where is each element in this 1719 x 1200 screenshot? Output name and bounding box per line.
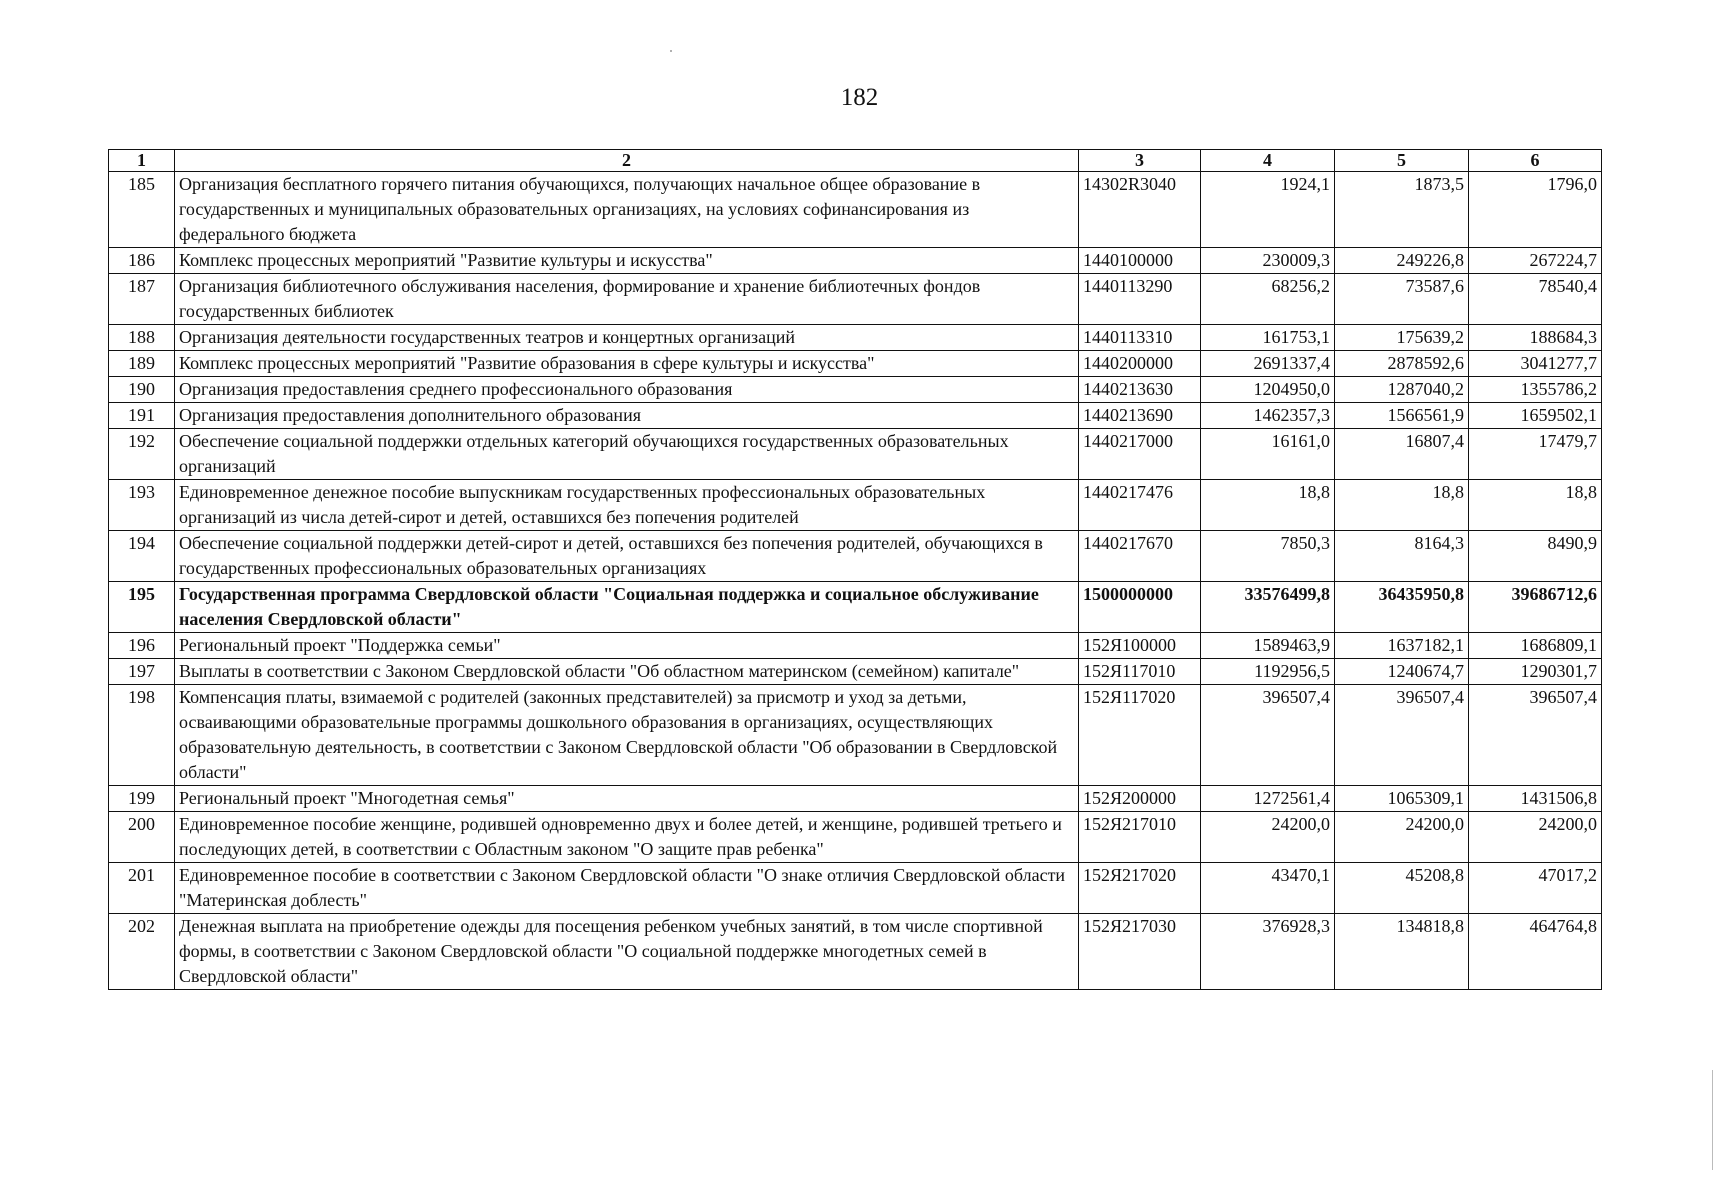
table-row xyxy=(109,429,1602,480)
table-row xyxy=(109,480,1602,531)
value-cell-col5: 249226,8 xyxy=(1335,248,1469,274)
value-cell-col5: 1240674,7 xyxy=(1335,659,1469,685)
description-cell: Единовременное пособие в соответствии с Законом Свердловской области "О знаке отличия Свердловской области "Материнская доблесть" xyxy=(175,863,1079,914)
value-cell-col5: 396507,4 xyxy=(1335,685,1469,786)
code-cell: 1440217000 xyxy=(1079,429,1201,480)
code-cell: 152Я200000 xyxy=(1079,786,1201,812)
value-cell-col4: 161753,1 xyxy=(1201,325,1335,351)
value-cell-col4: 24200,0 xyxy=(1201,812,1335,863)
table-row xyxy=(109,659,1602,685)
table-row xyxy=(109,633,1602,659)
description-cell: Выплаты в соответствии с Законом Свердловской области "Об областном материнском (семейном) капитале" xyxy=(175,659,1079,685)
description-cell: Региональный проект "Многодетная семья" xyxy=(175,786,1079,812)
value-cell-col6: 1431506,8 xyxy=(1469,786,1602,812)
code-cell: 152Я217010 xyxy=(1079,812,1201,863)
table-row xyxy=(109,531,1602,582)
value-cell-col4: 18,8 xyxy=(1201,480,1335,531)
code-cell: 1440200000 xyxy=(1079,351,1201,377)
value-cell-col4: 396507,4 xyxy=(1201,685,1335,786)
value-cell-col6: 1355786,2 xyxy=(1469,377,1602,403)
code-cell: 152Я217030 xyxy=(1079,914,1201,990)
code-cell: 1440113310 xyxy=(1079,325,1201,351)
column-header: 5 xyxy=(1335,150,1469,172)
value-cell-col6: 396507,4 xyxy=(1469,685,1602,786)
value-cell-col5: 1287040,2 xyxy=(1335,377,1469,403)
row-number-cell: 187 xyxy=(109,274,175,325)
description-cell: Организация библиотечного обслуживания населения, формирование и хранение библиотечных фондов государственных библиотек xyxy=(175,274,1079,325)
value-cell-col6: 267224,7 xyxy=(1469,248,1602,274)
row-number-cell: 185 xyxy=(109,172,175,248)
table-row xyxy=(109,582,1602,633)
value-cell-col6: 8490,9 xyxy=(1469,531,1602,582)
value-cell-col6: 1290301,7 xyxy=(1469,659,1602,685)
code-cell: 1440113290 xyxy=(1079,274,1201,325)
value-cell-col4: 1272561,4 xyxy=(1201,786,1335,812)
table-row xyxy=(109,685,1602,786)
row-number-cell: 188 xyxy=(109,325,175,351)
value-cell-col6: 1686809,1 xyxy=(1469,633,1602,659)
description-cell: Единовременное пособие женщине, родившей одновременно двух и более детей, и женщине, родившей третьего и последующих детей, в соответствии с Областным законом "О защите прав ребенка" xyxy=(175,812,1079,863)
description-cell: Комплекс процессных мероприятий "Развитие образования в сфере культуры и искусства" xyxy=(175,351,1079,377)
value-cell-col5: 134818,8 xyxy=(1335,914,1469,990)
column-header: 6 xyxy=(1469,150,1602,172)
code-cell: 1440217670 xyxy=(1079,531,1201,582)
row-number-cell: 202 xyxy=(109,914,175,990)
row-number-cell: 198 xyxy=(109,685,175,786)
scan-speck xyxy=(670,50,672,52)
value-cell-col5: 1566561,9 xyxy=(1335,403,1469,429)
value-cell-col5: 2878592,6 xyxy=(1335,351,1469,377)
description-cell: Единовременное денежное пособие выпускникам государственных профессиональных образовательных организаций из числа детей-сирот и детей, оставшихся без попечения родителей xyxy=(175,480,1079,531)
page-number: 182 xyxy=(840,84,879,111)
table-row xyxy=(109,325,1602,351)
table-row xyxy=(109,786,1602,812)
value-cell-col6: 17479,7 xyxy=(1469,429,1602,480)
value-cell-col4: 16161,0 xyxy=(1201,429,1335,480)
description-cell: Организация бесплатного горячего питания обучающихся, получающих начальное общее образование в государственных и муниципальных образовательных организациях, на условиях софинансирования из федерального бюджета xyxy=(175,172,1079,248)
budget-table xyxy=(108,149,1602,990)
row-number-cell: 189 xyxy=(109,351,175,377)
description-cell: Денежная выплата на приобретение одежды для посещения ребенком учебных занятий, в том числе спортивной формы, в соответствии с Законом Свердловской области "О социальной поддержке многодетных семей в Свердловской области" xyxy=(175,914,1079,990)
scan-edge-mark xyxy=(1712,1070,1713,1170)
code-cell: 1500000000 xyxy=(1079,582,1201,633)
row-number-cell: 192 xyxy=(109,429,175,480)
table-row xyxy=(109,812,1602,863)
value-cell-col6: 47017,2 xyxy=(1469,863,1602,914)
row-number-cell: 196 xyxy=(109,633,175,659)
table-row xyxy=(109,863,1602,914)
code-cell: 152Я217020 xyxy=(1079,863,1201,914)
value-cell-col4: 1924,1 xyxy=(1201,172,1335,248)
value-cell-col5: 16807,4 xyxy=(1335,429,1469,480)
value-cell-col6: 188684,3 xyxy=(1469,325,1602,351)
value-cell-col5: 18,8 xyxy=(1335,480,1469,531)
value-cell-col4: 33576499,8 xyxy=(1201,582,1335,633)
value-cell-col6: 39686712,6 xyxy=(1469,582,1602,633)
code-cell: 1440213690 xyxy=(1079,403,1201,429)
code-cell: 152Я100000 xyxy=(1079,633,1201,659)
column-header: 2 xyxy=(175,150,1079,172)
value-cell-col5: 1873,5 xyxy=(1335,172,1469,248)
value-cell-col5: 45208,8 xyxy=(1335,863,1469,914)
description-cell: Обеспечение социальной поддержки детей-сирот и детей, оставшихся без попечения родителей, обучающихся в государственных профессиональных образовательных организациях xyxy=(175,531,1079,582)
table-body xyxy=(109,172,1602,990)
row-number-cell: 195 xyxy=(109,582,175,633)
code-cell: 14302R3040 xyxy=(1079,172,1201,248)
value-cell-col5: 175639,2 xyxy=(1335,325,1469,351)
header-row xyxy=(109,150,1602,172)
value-cell-col6: 78540,4 xyxy=(1469,274,1602,325)
value-cell-col5: 73587,6 xyxy=(1335,274,1469,325)
description-cell: Организация деятельности государственных театров и концертных организаций xyxy=(175,325,1079,351)
table-row xyxy=(109,248,1602,274)
row-number-cell: 201 xyxy=(109,863,175,914)
value-cell-col4: 376928,3 xyxy=(1201,914,1335,990)
value-cell-col6: 24200,0 xyxy=(1469,812,1602,863)
column-header: 3 xyxy=(1079,150,1201,172)
value-cell-col4: 230009,3 xyxy=(1201,248,1335,274)
table-row xyxy=(109,403,1602,429)
value-cell-col4: 68256,2 xyxy=(1201,274,1335,325)
value-cell-col5: 1065309,1 xyxy=(1335,786,1469,812)
value-cell-col4: 2691337,4 xyxy=(1201,351,1335,377)
value-cell-col6: 1659502,1 xyxy=(1469,403,1602,429)
value-cell-col4: 7850,3 xyxy=(1201,531,1335,582)
value-cell-col5: 1637182,1 xyxy=(1335,633,1469,659)
code-cell: 152Я117010 xyxy=(1079,659,1201,685)
description-cell: Комплекс процессных мероприятий "Развитие культуры и искусства" xyxy=(175,248,1079,274)
description-cell: Организация предоставления среднего профессионального образования xyxy=(175,377,1079,403)
code-cell: 1440217476 xyxy=(1079,480,1201,531)
row-number-cell: 186 xyxy=(109,248,175,274)
value-cell-col6: 464764,8 xyxy=(1469,914,1602,990)
column-header: 1 xyxy=(109,150,175,172)
row-number-cell: 191 xyxy=(109,403,175,429)
value-cell-col4: 1204950,0 xyxy=(1201,377,1335,403)
code-cell: 1440100000 xyxy=(1079,248,1201,274)
table-row xyxy=(109,351,1602,377)
description-cell: Организация предоставления дополнительного образования xyxy=(175,403,1079,429)
code-cell: 1440213630 xyxy=(1079,377,1201,403)
description-cell: Обеспечение социальной поддержки отдельных категорий обучающихся государственных образовательных организаций xyxy=(175,429,1079,480)
description-cell: Государственная программа Свердловской области "Социальная поддержка и социальное обслуживание населения Свердловской области" xyxy=(175,582,1079,633)
row-number-cell: 199 xyxy=(109,786,175,812)
value-cell-col4: 1589463,9 xyxy=(1201,633,1335,659)
column-header: 4 xyxy=(1201,150,1335,172)
value-cell-col5: 24200,0 xyxy=(1335,812,1469,863)
value-cell-col5: 8164,3 xyxy=(1335,531,1469,582)
value-cell-col4: 1192956,5 xyxy=(1201,659,1335,685)
row-number-cell: 197 xyxy=(109,659,175,685)
value-cell-col4: 43470,1 xyxy=(1201,863,1335,914)
table-row xyxy=(109,914,1602,990)
value-cell-col6: 1796,0 xyxy=(1469,172,1602,248)
code-cell: 152Я117020 xyxy=(1079,685,1201,786)
row-number-cell: 193 xyxy=(109,480,175,531)
value-cell-col4: 1462357,3 xyxy=(1201,403,1335,429)
description-cell: Компенсация платы, взимаемой с родителей (законных представителей) за присмотр и уход за детьми, осваивающими образовательные программы дошкольного образования в организациях, осуществляющих образовательную деятельность, в соответствии с Законом Свердловской области "Об образовании в Свердловской области" xyxy=(175,685,1079,786)
row-number-cell: 190 xyxy=(109,377,175,403)
value-cell-col6: 3041277,7 xyxy=(1469,351,1602,377)
row-number-cell: 194 xyxy=(109,531,175,582)
value-cell-col5: 36435950,8 xyxy=(1335,582,1469,633)
table-row xyxy=(109,274,1602,325)
description-cell: Региональный проект "Поддержка семьи" xyxy=(175,633,1079,659)
value-cell-col6: 18,8 xyxy=(1469,480,1602,531)
table-row xyxy=(109,172,1602,248)
table-row xyxy=(109,377,1602,403)
row-number-cell: 200 xyxy=(109,812,175,863)
